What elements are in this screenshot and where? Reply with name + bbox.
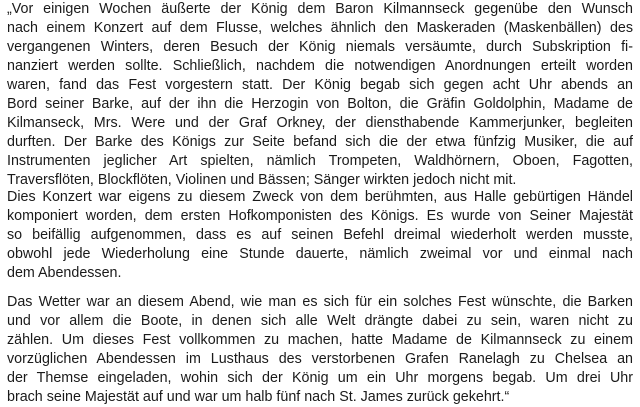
text-line: dem Abendessen. xyxy=(7,265,122,281)
text-line: Das Wetter war an diesem Abend, wie man es sich für ein solches Fest wünschte, die Barken xyxy=(7,294,633,310)
text-line: brach seine Majestät auf und war um halb fünf nach St. James zurück gekehrt.“ xyxy=(7,389,510,405)
text-line: Dies Konzert war eigens zu diesem Zweck von dem berühmten, aus Halle gebürtigen Händel xyxy=(7,189,633,205)
text-line: und vor allem die Boote, in denen sich alle Welt drängte dabei zu sein, waren nicht zu xyxy=(7,313,633,329)
text-line: Kilmanseck, Mrs. Were und der Graf Orkney, der diensthabende Kammerjunker, begleiten xyxy=(7,115,633,131)
text-line: so beifällig aufgenommen, dass es auf seinen Befehl dreimal wiederholt werden musste, xyxy=(7,227,633,243)
text-line: vergangenen Winters, deren Besuch der König niemals versäumte, durch Subskription fi- xyxy=(7,39,633,55)
text-line: zählen. Um dieses Fest vollkommen zu machen, hatte Madame de Kilmannseck zu einem xyxy=(7,332,633,348)
text-line: Traversflöten, Blockflöten, Violinen und Bässen; Sänger wirkten jedoch nicht mit. xyxy=(7,172,517,188)
text-line: durften. Der Barke des Königs zur Seite befand sich die der etwa fünfzig Musiker, die auf xyxy=(7,134,633,150)
paragraph-1 xyxy=(7,0,633,190)
text-line: waren, fand das Fest vorgestern statt. Der König begab sich gegen acht Uhr abends an xyxy=(7,77,633,93)
text-line: obwohl jede Wiederholung eine Stunde dauerte, nämlich zweimal vor und einmal nach xyxy=(7,246,633,262)
text-line: „Vor einigen Wochen äußerte der König dem Baron Kilmannseck gegenübe den Wunsch xyxy=(7,1,633,17)
paragraph-3 xyxy=(7,293,633,407)
text-line: der Themse eingeladen, wohin sich der König um ein Uhr morgens begab. Um drei Uhr xyxy=(7,370,633,386)
paragraph-2 xyxy=(7,188,633,283)
text-line: komponiert worden, dem ersten Hofkomponisten des Königs. Es wurde von Seiner Majestät xyxy=(7,208,633,224)
text-line: Instrumenten jeglicher Art spielten, nämlich Trompeten, Waldhörnern, Oboen, Fagotten, xyxy=(7,153,633,169)
text-line: nach einem Konzert auf dem Flusse, welches ähnlich den Maskeraden (Maskenbällen) des xyxy=(7,20,633,36)
text-line: nanziert werden sollte. Schließlich, nachdem die notwendigen Anordnungen erteilt worden xyxy=(7,58,633,74)
text-line: Bord seiner Barke, auf der ihn die Herzogin von Bolton, die Gräfin Goldolphin, Madame de xyxy=(7,96,633,112)
text-line: vorzüglichen Abendessen im Lusthaus des verstorbenen Grafen Ranelagh zu Chelsea an xyxy=(7,351,633,367)
